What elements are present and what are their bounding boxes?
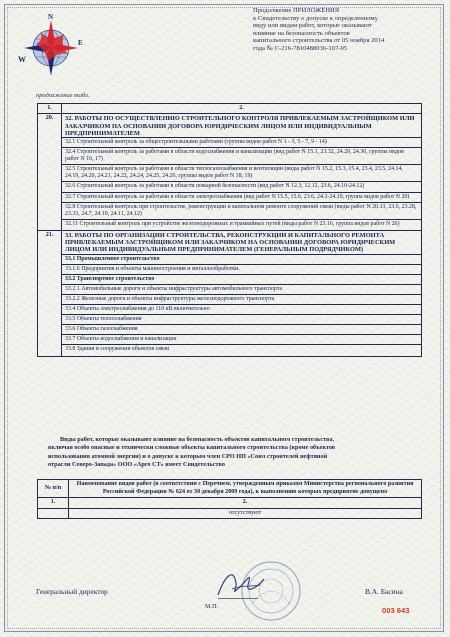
table-index-row [38,498,422,509]
list-item-group: 33.1 Промышленное строительство [62,254,421,264]
column-number-1: 1. [38,498,69,509]
section-title: 32. РАБОТЫ ПО ОСУЩЕСТВЛЕНИЮ СТРОИТЕЛЬНОГО КОНТРОЛЯ ПРИВЛЕКАЕМЫМ ЗАСТРОЙЩИКОМ ИЛИ ЗАКАЗЧИКОМ НА ОСНОВАНИИ ДОГОВОРА ЮРИДИЧЕСКИМ ЛИЦОМ ИЛИ ИНДИВИДУАЛЬНЫМ ПРЕДПРИНИМАТЕЛЕМ [65,115,415,137]
appendix-header-note [253,7,431,53]
header-note-line: Продолжение ПРИЛОЖЕНИЯ [253,7,340,14]
table-header-row [38,480,422,498]
logo-letter-w: W [18,55,26,64]
logo-letter-n: N [48,13,54,21]
list-item: 33.2.1 Автомобильные дороги и объекты инфраструктуры автомобильного транспорта [62,284,421,294]
logo-letter-e: E [78,39,83,47]
list-item: 33.1.6 Предприятия и объекты машиностроения и металлообработки. [62,264,421,274]
list-item: 32.8 Строительный контроль при строительстве, реконструкции и капитальном ремонте сооружений связи (виды работ N 20.13, 23.6, 23.28, 23.33, 24.7, 24.10, 24.11, 24.12) [62,202,421,219]
header-note-line: влияние на безопасность объектов [253,29,350,37]
summary-line: включая особо опасные и технически сложные объекты капитального строительства (кроме объектов [48,444,336,452]
row-number: 20. [38,114,62,231]
table-header-row [38,104,422,114]
row-number: 21. [38,230,62,356]
nuclear-works-table [37,479,422,519]
serial-number: 003 643 [382,606,410,615]
list-item: 33.4 Объекты электроснабжения до 110 кВ включительно [62,304,421,314]
table-row-21 [38,230,422,356]
section-title: 33. РАБОТЫ ПО ОРГАНИЗАЦИИ СТРОИТЕЛЬСТВА, РЕКОНСТРУКЦИИ И КАПИТАЛЬНОГО РЕМОНТА ПРИВЛЕКАЕМЫМ ЗАСТРОЙЩИКОМ ИЛИ ЗАКАЗЧИКОМ НА ОСНОВАНИИ ДОГОВОРА ЮРИДИЧЕСКИМ ЛИЦОМ ИЛИ ИНДИВИДУАЛЬНЫМ ПРЕДПРИНИМАТЕЛЕМ (ГЕНЕРАЛЬНЫМ ПОДРЯДЧИКОМ) [65,231,396,254]
row-content [62,230,422,356]
list-item: 33.8 Здания и сооружения объектов связи [62,344,421,354]
director-title: Генеральный директор [36,587,108,596]
summary-line: Виды работ, которые оказывают влияние на безопасность объектов капитального строительства, [60,436,334,443]
list-item: 32.1 Строительный контроль за общестроительными работами (группы видов работ N 1 - 3, 5 - 7, 9 - 14) [62,137,421,147]
table-continued-label: продолжение табл. [36,92,90,99]
header-note-line: к Свидетельству о допуске к определенному [253,14,378,22]
work-types-table [37,103,422,357]
list-item-group: 33.2 Транспортное строительство [62,274,421,284]
list-item: 32.7 Строительный контроль за работами в области электроснабжения (вид работ N 15.5, 15.6, 23.6, 24.3-24.10, группа видов работ N 20) [62,192,421,202]
list-item: 33.2.2 Железные дороги и объекты инфраструктуры железнодорожного транспорта [62,294,421,304]
absent-value: отсутствуют [69,508,422,519]
column-number-1: 1. [38,104,62,114]
signature-line [218,598,258,599]
seal-place-label: М.П. [205,603,219,610]
summary-line: использования атомной энергии) и о допуске к которым член СРО НП «Союз строителей нефтяной [48,452,328,460]
table-row-20 [38,114,422,231]
column-header-number: № п/п [38,480,69,498]
list-item: 32.11 Строительный контроль при устройстве железнодорожных и трамвайных путей (виды работ N 23.16, группа видов работ N 26) [62,219,421,229]
column-number-2: 2. [69,498,422,509]
list-item: 32.4 Строительный контроль за работами в области водоснабжения и канализации (вид работ N 15.1, 23.32, 24.29, 24.30, группы видов работ N 16, 17) [62,147,421,164]
compass-globe-logo [18,12,88,82]
list-item: 33.6 Объекты газоснабжения [62,324,421,334]
list-item: 33.5 Объекты теплоснабжения [62,314,421,324]
empty-cell [38,508,69,519]
director-name: В.А. Басина [365,587,403,596]
header-note-line: года № С-216-7810488036-107-05 [253,44,348,52]
column-header-name: Наименование видов работ (в соответствии с Перечнем, утвержденным приказом Министерства регионального развития Российской Федерации № 624 от 30 декабря 2009 года), к выполнению которых предприятие допущено [69,480,422,498]
header-note-line: виду или видам работ, которые оказывают [253,22,372,30]
table-row [38,508,422,519]
row-content [62,114,422,231]
list-item: 33.7 Объекты водоснабжения и канализации [62,334,421,344]
summary-line: отрасли Северо-Запада» ООО «Арго СТ» имеет Свидетельство [48,461,225,469]
list-item: 32.6 Строительный контроль за работами в области пожарной безопасности (вид работ N 12.3, 12.12, 23.6, 24.10-24.12) [62,181,421,191]
column-number-2: 2. [62,104,422,114]
certificate-summary [36,436,422,470]
header-note-line: капитального строительства от 05 ноября 2014 [253,37,385,45]
list-item: 32.5 Строительный контроль за работами в области теплогазоснабжения и вентиляции (виды работ N 15.2, 15.3, 15.4, 23.4, 23.5, 24.14, 24.19, 24.20, 24.21, 24.22, 24.24, 24.25, 24.26, группы видов работ N 18, 19) [62,164,421,181]
